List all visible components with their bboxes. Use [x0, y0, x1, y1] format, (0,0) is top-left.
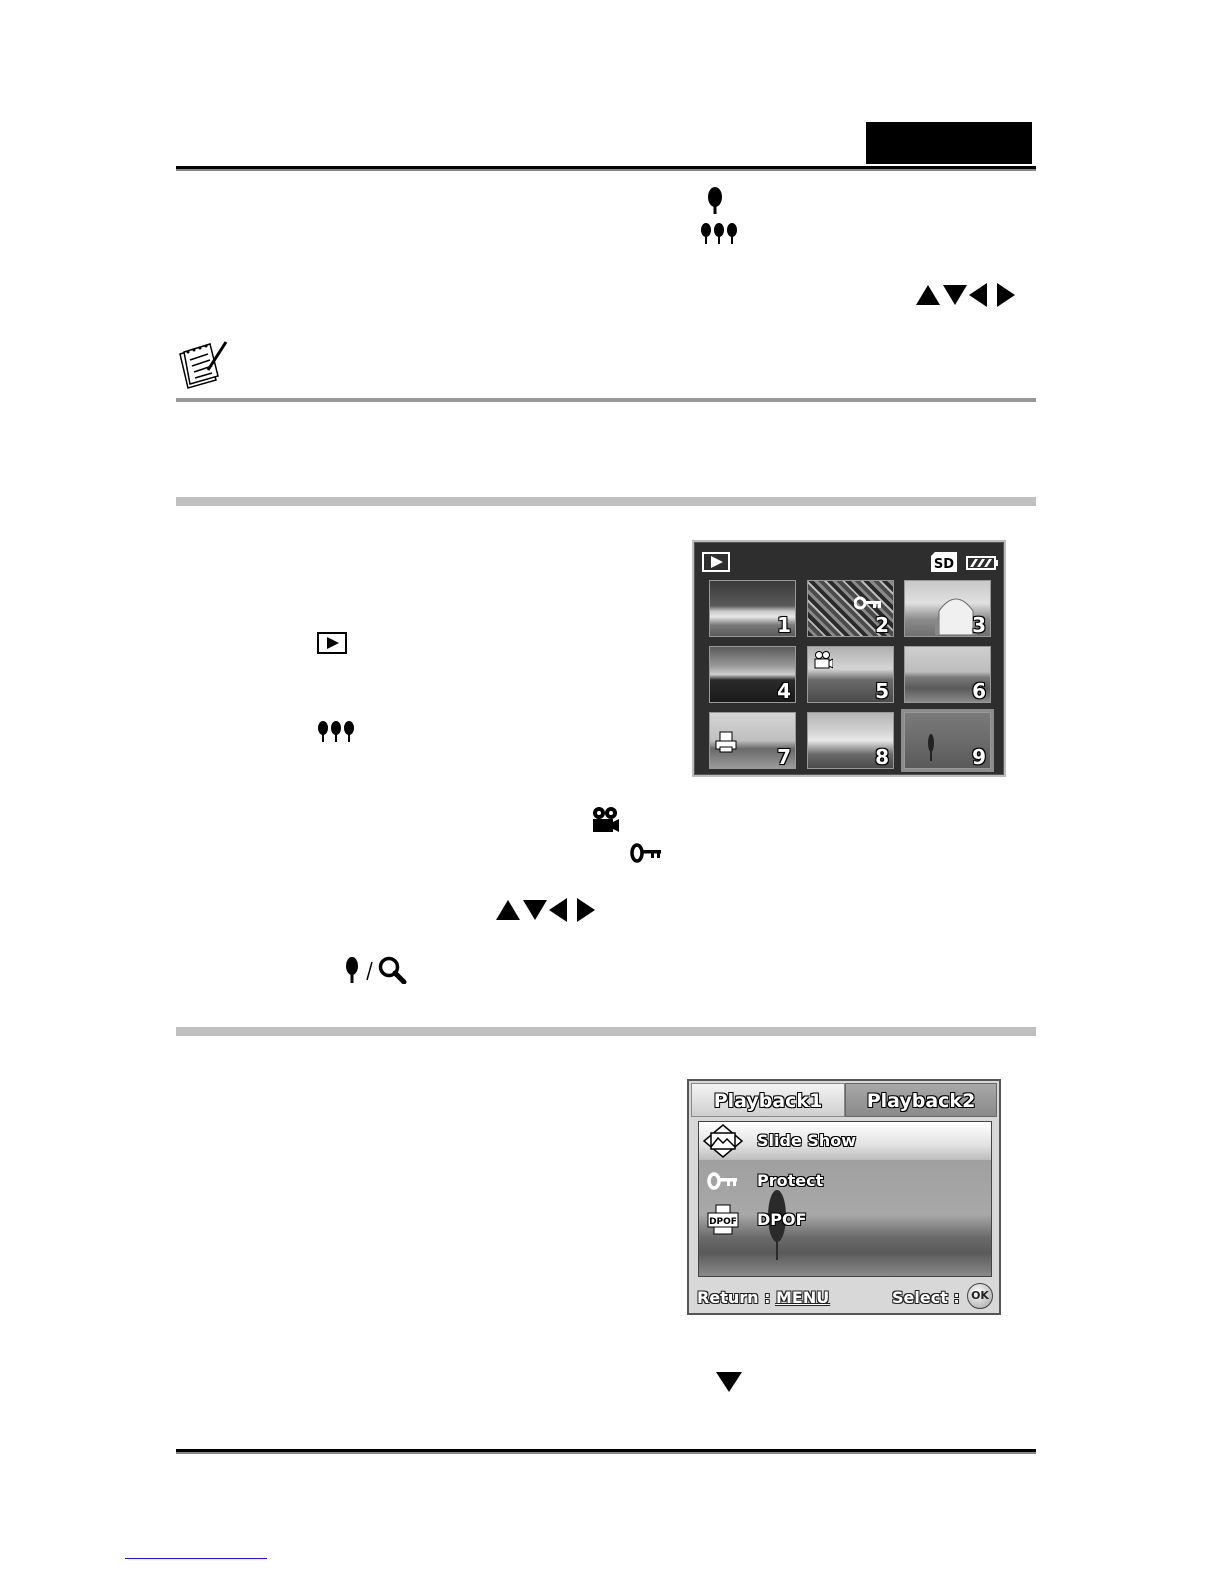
- thumbnail-trees-icon: [317, 720, 355, 744]
- tab-playback1[interactable]: Playback1: [691, 1083, 845, 1117]
- thumbnail-8[interactable]: 8: [807, 712, 894, 769]
- protect-key-icon: [630, 842, 662, 864]
- thumbnail-5[interactable]: 5: [807, 646, 894, 703]
- note-icon: [176, 340, 232, 392]
- note-rule: [176, 398, 1036, 402]
- slideshow-icon: [703, 1124, 743, 1163]
- magnifier-icon: [377, 956, 407, 984]
- menu-item-slide-show[interactable]: [699, 1122, 991, 1160]
- menu-item-label: DPOF: [757, 1210, 807, 1229]
- playback-mode-icon: [702, 552, 730, 572]
- key-icon: [707, 1171, 739, 1196]
- section-divider: [176, 497, 1036, 506]
- dpof-icon: [707, 1204, 739, 1241]
- arrow-keys-icon: [915, 281, 1019, 307]
- down-arrow-icon: [715, 1371, 743, 1393]
- playback-icon: [317, 632, 347, 654]
- battery-icon: [966, 556, 998, 570]
- menu-item-protect[interactable]: [699, 1163, 991, 1199]
- ok-button[interactable]: OK: [967, 1283, 993, 1309]
- footer-rule: [176, 1449, 1036, 1452]
- thumbnail-1[interactable]: 1: [709, 580, 796, 637]
- thumbnail-6[interactable]: 6: [904, 646, 991, 703]
- svg-text:DPOF: DPOF: [709, 1217, 737, 1227]
- movie-clip-icon: [813, 651, 833, 674]
- print-icon: [715, 731, 737, 758]
- movie-camera-icon: [590, 806, 620, 834]
- thumbnail-4[interactable]: 4: [709, 646, 796, 703]
- zoom-in-tree-icon: [706, 186, 724, 216]
- svg-text:SD: SD: [933, 557, 955, 572]
- slash-separator: [364, 960, 374, 982]
- zoom-in-tree-icon: [344, 956, 360, 984]
- menu-item-label: Protect: [757, 1171, 824, 1190]
- thumbnail-2[interactable]: 2: [807, 580, 894, 637]
- menu-key-label[interactable]: MENU: [776, 1288, 830, 1307]
- header-rule: [176, 166, 1036, 169]
- menu-item-label: Slide Show: [757, 1131, 857, 1150]
- tab-playback2[interactable]: Playback2: [845, 1083, 997, 1117]
- link-underline[interactable]: [125, 1558, 267, 1559]
- sd-card-icon: [930, 551, 958, 573]
- thumbnail-9[interactable]: 9: [904, 712, 991, 769]
- menu-item-dpof[interactable]: [699, 1202, 991, 1238]
- arrow-keys-icon: [495, 896, 599, 922]
- playback-menu-screen: [687, 1079, 1001, 1315]
- section-divider: [176, 1027, 1036, 1036]
- select-label: Select :: [892, 1288, 960, 1307]
- thumbnail-3[interactable]: 3: [904, 580, 991, 637]
- thumbnail-7[interactable]: 7: [709, 712, 796, 769]
- thumbnail-trees-icon: [700, 222, 738, 246]
- header-tab: [866, 122, 1032, 164]
- return-label: Return :: [697, 1288, 771, 1307]
- thumbnail-screen: [692, 540, 1006, 777]
